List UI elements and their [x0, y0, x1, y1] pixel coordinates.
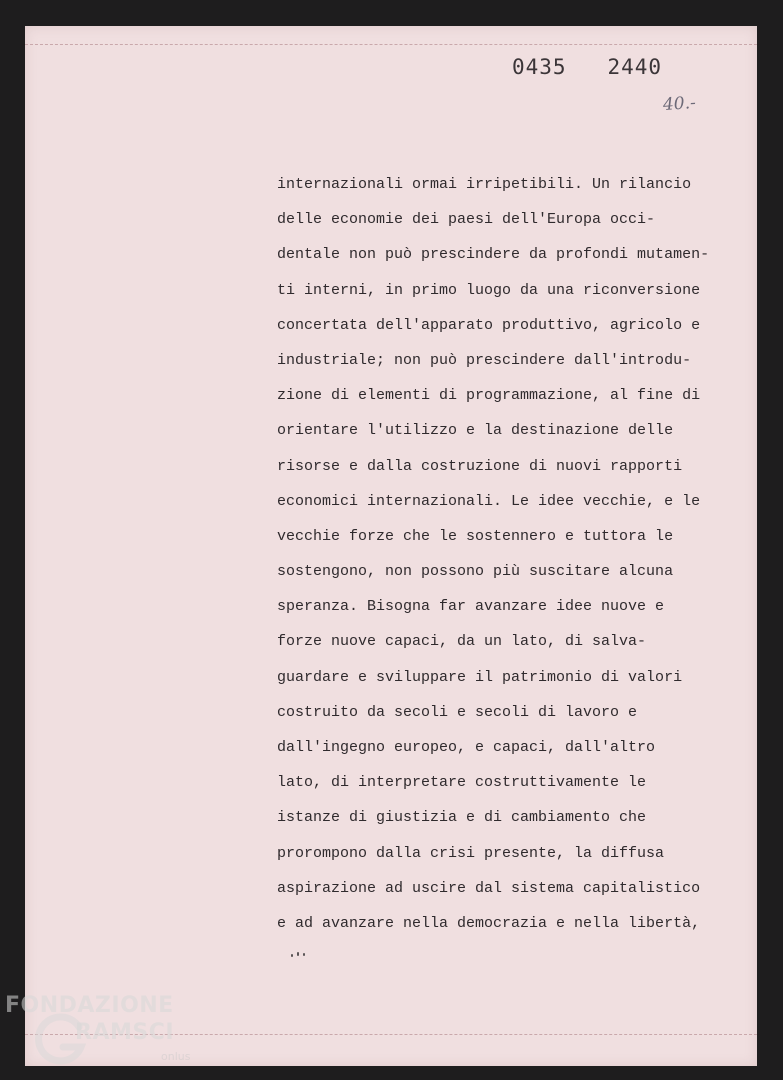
text-line: internazionali ormai irripetibili. Un rilancio	[277, 176, 692, 193]
document-page	[25, 26, 757, 1066]
text-line: risorse e dalla costruzione di nuovi rapporti	[277, 457, 683, 475]
text-line: prorompono dalla crisi presente, la diffusa	[277, 844, 665, 862]
text-line: forze nuove capaci, da un lato, di salva-	[277, 633, 647, 651]
text-line: concertata dell'apparato produttivo, agricolo e	[277, 316, 701, 334]
ink-specks	[289, 944, 329, 964]
watermark-line1: FONDAZIONE	[5, 993, 174, 1018]
text-line: zione di elementi di programmazione, al fine di	[277, 387, 701, 405]
text-line: costruito da secoli e secoli di lavoro e	[277, 703, 638, 721]
text-line: dentale non può prescindere da profondi mutamen-	[277, 246, 710, 264]
archive-number: 0435 2440	[512, 55, 663, 79]
handwritten-page-number: 40.-	[662, 92, 697, 116]
watermark-sub: onlus	[161, 1050, 191, 1063]
bottom-fold-line	[25, 1034, 757, 1035]
text-line: istanze di giustizia e di cambiamento che	[277, 809, 647, 827]
text-line: lato, di interpretare costruttivamente le	[277, 774, 647, 792]
typed-text-block	[277, 172, 747, 946]
text-line: vecchie forze che le sostennero e tuttora le	[277, 527, 674, 545]
text-line: economici internazionali. Le idee vecchie, e le	[277, 492, 701, 510]
text-line: speranza. Bisogna far avanzare idee nuove e	[277, 598, 665, 616]
text-line: sostengono, non possono più suscitare alcuna	[277, 563, 674, 581]
text-line: guardare e sviluppare il patrimonio di valori	[277, 668, 683, 686]
text-line: aspirazione ad uscire dal sistema capitalistico	[277, 879, 701, 897]
text-line: dall'ingegno europeo, e capaci, dall'altro	[277, 739, 656, 756]
text-line: e ad avanzare nella democrazia e nella libertà,	[277, 914, 701, 932]
watermark-line2: RAMSCI	[75, 1020, 175, 1045]
top-fold-line	[25, 44, 757, 45]
text-line: industriale; non può prescindere dall'introdu-	[277, 351, 692, 369]
text-line: delle economie dei paesi dell'Europa occi-	[277, 211, 656, 229]
text-line: orientare l'utilizzo e la destinazione delle	[277, 422, 674, 440]
text-line: ti interni, in primo luogo da una riconversione	[277, 281, 701, 299]
